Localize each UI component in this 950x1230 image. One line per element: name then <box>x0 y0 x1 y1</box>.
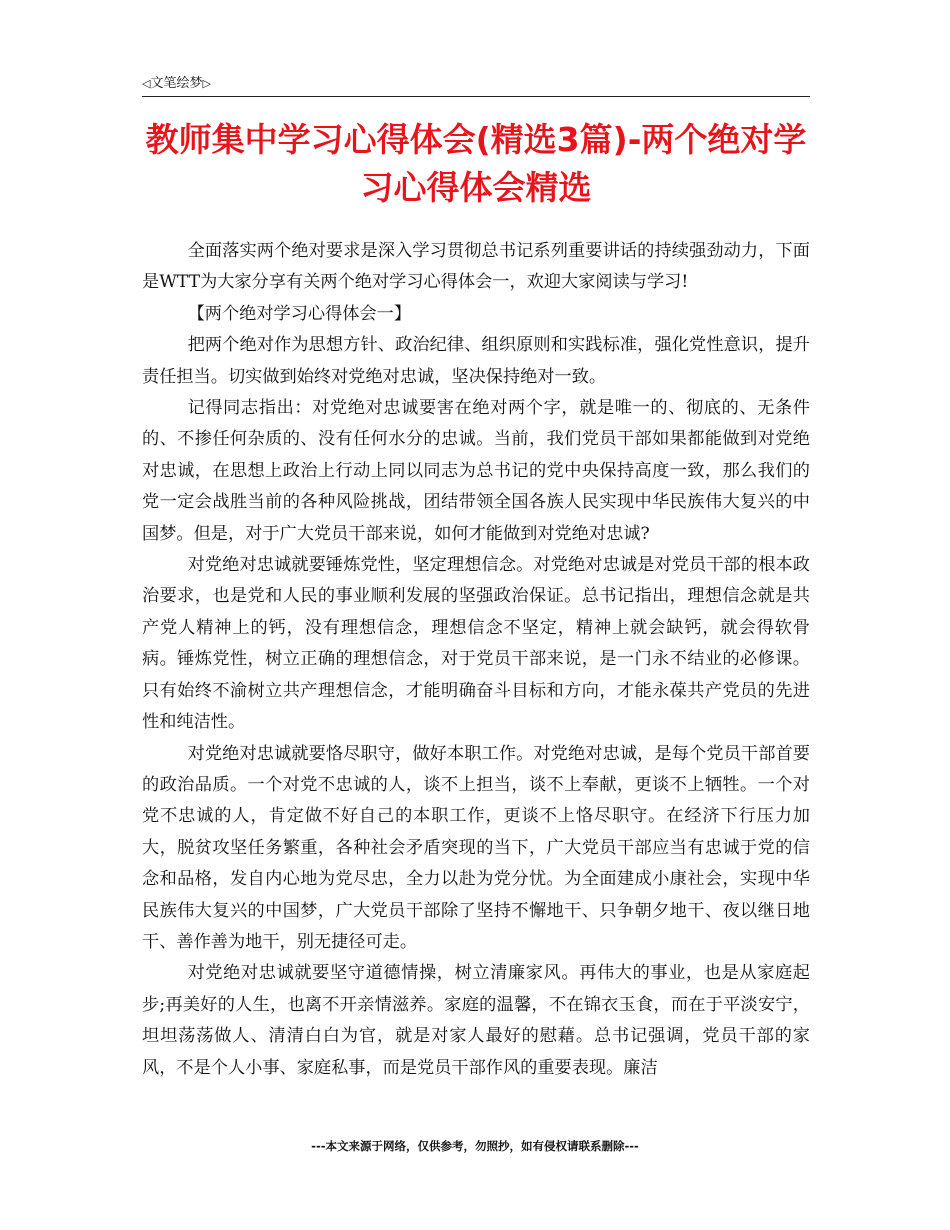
left-triangle-icon: ◁ <box>142 77 151 90</box>
paragraph: 对党绝对忠诚就要锤炼党性，坚定理想信念。对党绝对忠诚是对党员干部的根本政治要求，也是党和人民的事业顺利发展的坚强政治保证。总书记指出，理想信念就是共产党人精神上的钙，没有理想信念，理想信念不坚定，精神上就会缺钙，就会得软骨病。锤炼党性，树立正确的理想信念，对于党员干部来说，是一门永不结业的必修课。只有始终不渝树立共产理想信念，才能明确奋斗目标和方向，才能永葆共产党员的先进性和纯洁性。 <box>142 555 810 733</box>
page-footer-disclaimer: ---本文来源于网络，仅供参考，勿照抄，如有侵权请联系删除--- <box>311 1139 639 1153</box>
header-brand <box>142 74 211 94</box>
paragraph: 对党绝对忠诚就要恪尽职守，做好本职工作。对党绝对忠诚，是每个党员干部首要的政治品质。一个对党不忠诚的人，谈不上担当，谈不上奉献，更谈不上牺牲。一个对党不忠诚的人，肯定做不好自己的本职工作，更谈不上恪尽职守。在经济下行压力加大，脱贫攻坚任务繁重，各种社会矛盾突现的当下，广大党员干部应当有忠诚于党的信念和品格，发自内心地为党尽忠，全力以赴为党分忧。为全面建成小康社会，实现中华民族伟大复兴的中国梦，广大党员干部除了坚持不懈地干、只争朝夕地干、夜以继日地干、善作善为地干，别无捷径可走。 <box>142 743 810 952</box>
page-header <box>142 74 810 97</box>
brand-name: 文笔绘梦 <box>150 76 203 91</box>
right-triangle-icon: ▷ <box>202 77 211 90</box>
document-title: 教师集中学习心得体会(精选3篇)-两个绝对学习心得体会精选 <box>145 120 807 207</box>
paragraph: 记得同志指出：对党绝对忠诚要害在绝对两个字，就是唯一的、彻底的、无条件的、不掺任何杂质的、没有任何水分的忠诚。当前，我们党员干部如果都能做到对党绝对忠诚，在思想上政治上行动上同以同志为总书记的党中央保持高度一致，那么我们的党一定会战胜当前的各种风险挑战，团结带领全国各族人民实现中华民族伟大复兴的中国梦。但是，对于广大党员干部来说，如何才能做到对党绝对忠诚? <box>142 398 810 544</box>
paragraph: 对党绝对忠诚就要坚守道德情操，树立清廉家风。再伟大的事业，也是从家庭起步;再美好的人生，也离不开亲情滋养。家庭的温馨，不在锦衣玉食，而在于平淡安宁，坦坦荡荡做人、清清白白为官，就是对家人最好的慰藉。总书记强调，党员干部的家风，不是个人小事、家庭私事，而是党员干部作风的重要表现。廉洁 <box>142 963 810 1078</box>
section-heading: 【两个绝对学习心得体会一】 <box>187 303 412 324</box>
document-body <box>142 236 810 1084</box>
paragraph-intro: 全面落实两个绝对要求是深入学习贯彻总书记系列重要讲话的持续强劲动力，下面是WTT为大家分享有关两个绝对学习心得体会一，欢迎大家阅读与学习! <box>142 241 810 293</box>
paragraph: 把两个绝对作为思想方针、政治纪律、组织原则和实践标准，强化党性意识，提升责任担当。切实做到始终对党绝对忠诚，坚决保持绝对一致。 <box>142 335 810 387</box>
